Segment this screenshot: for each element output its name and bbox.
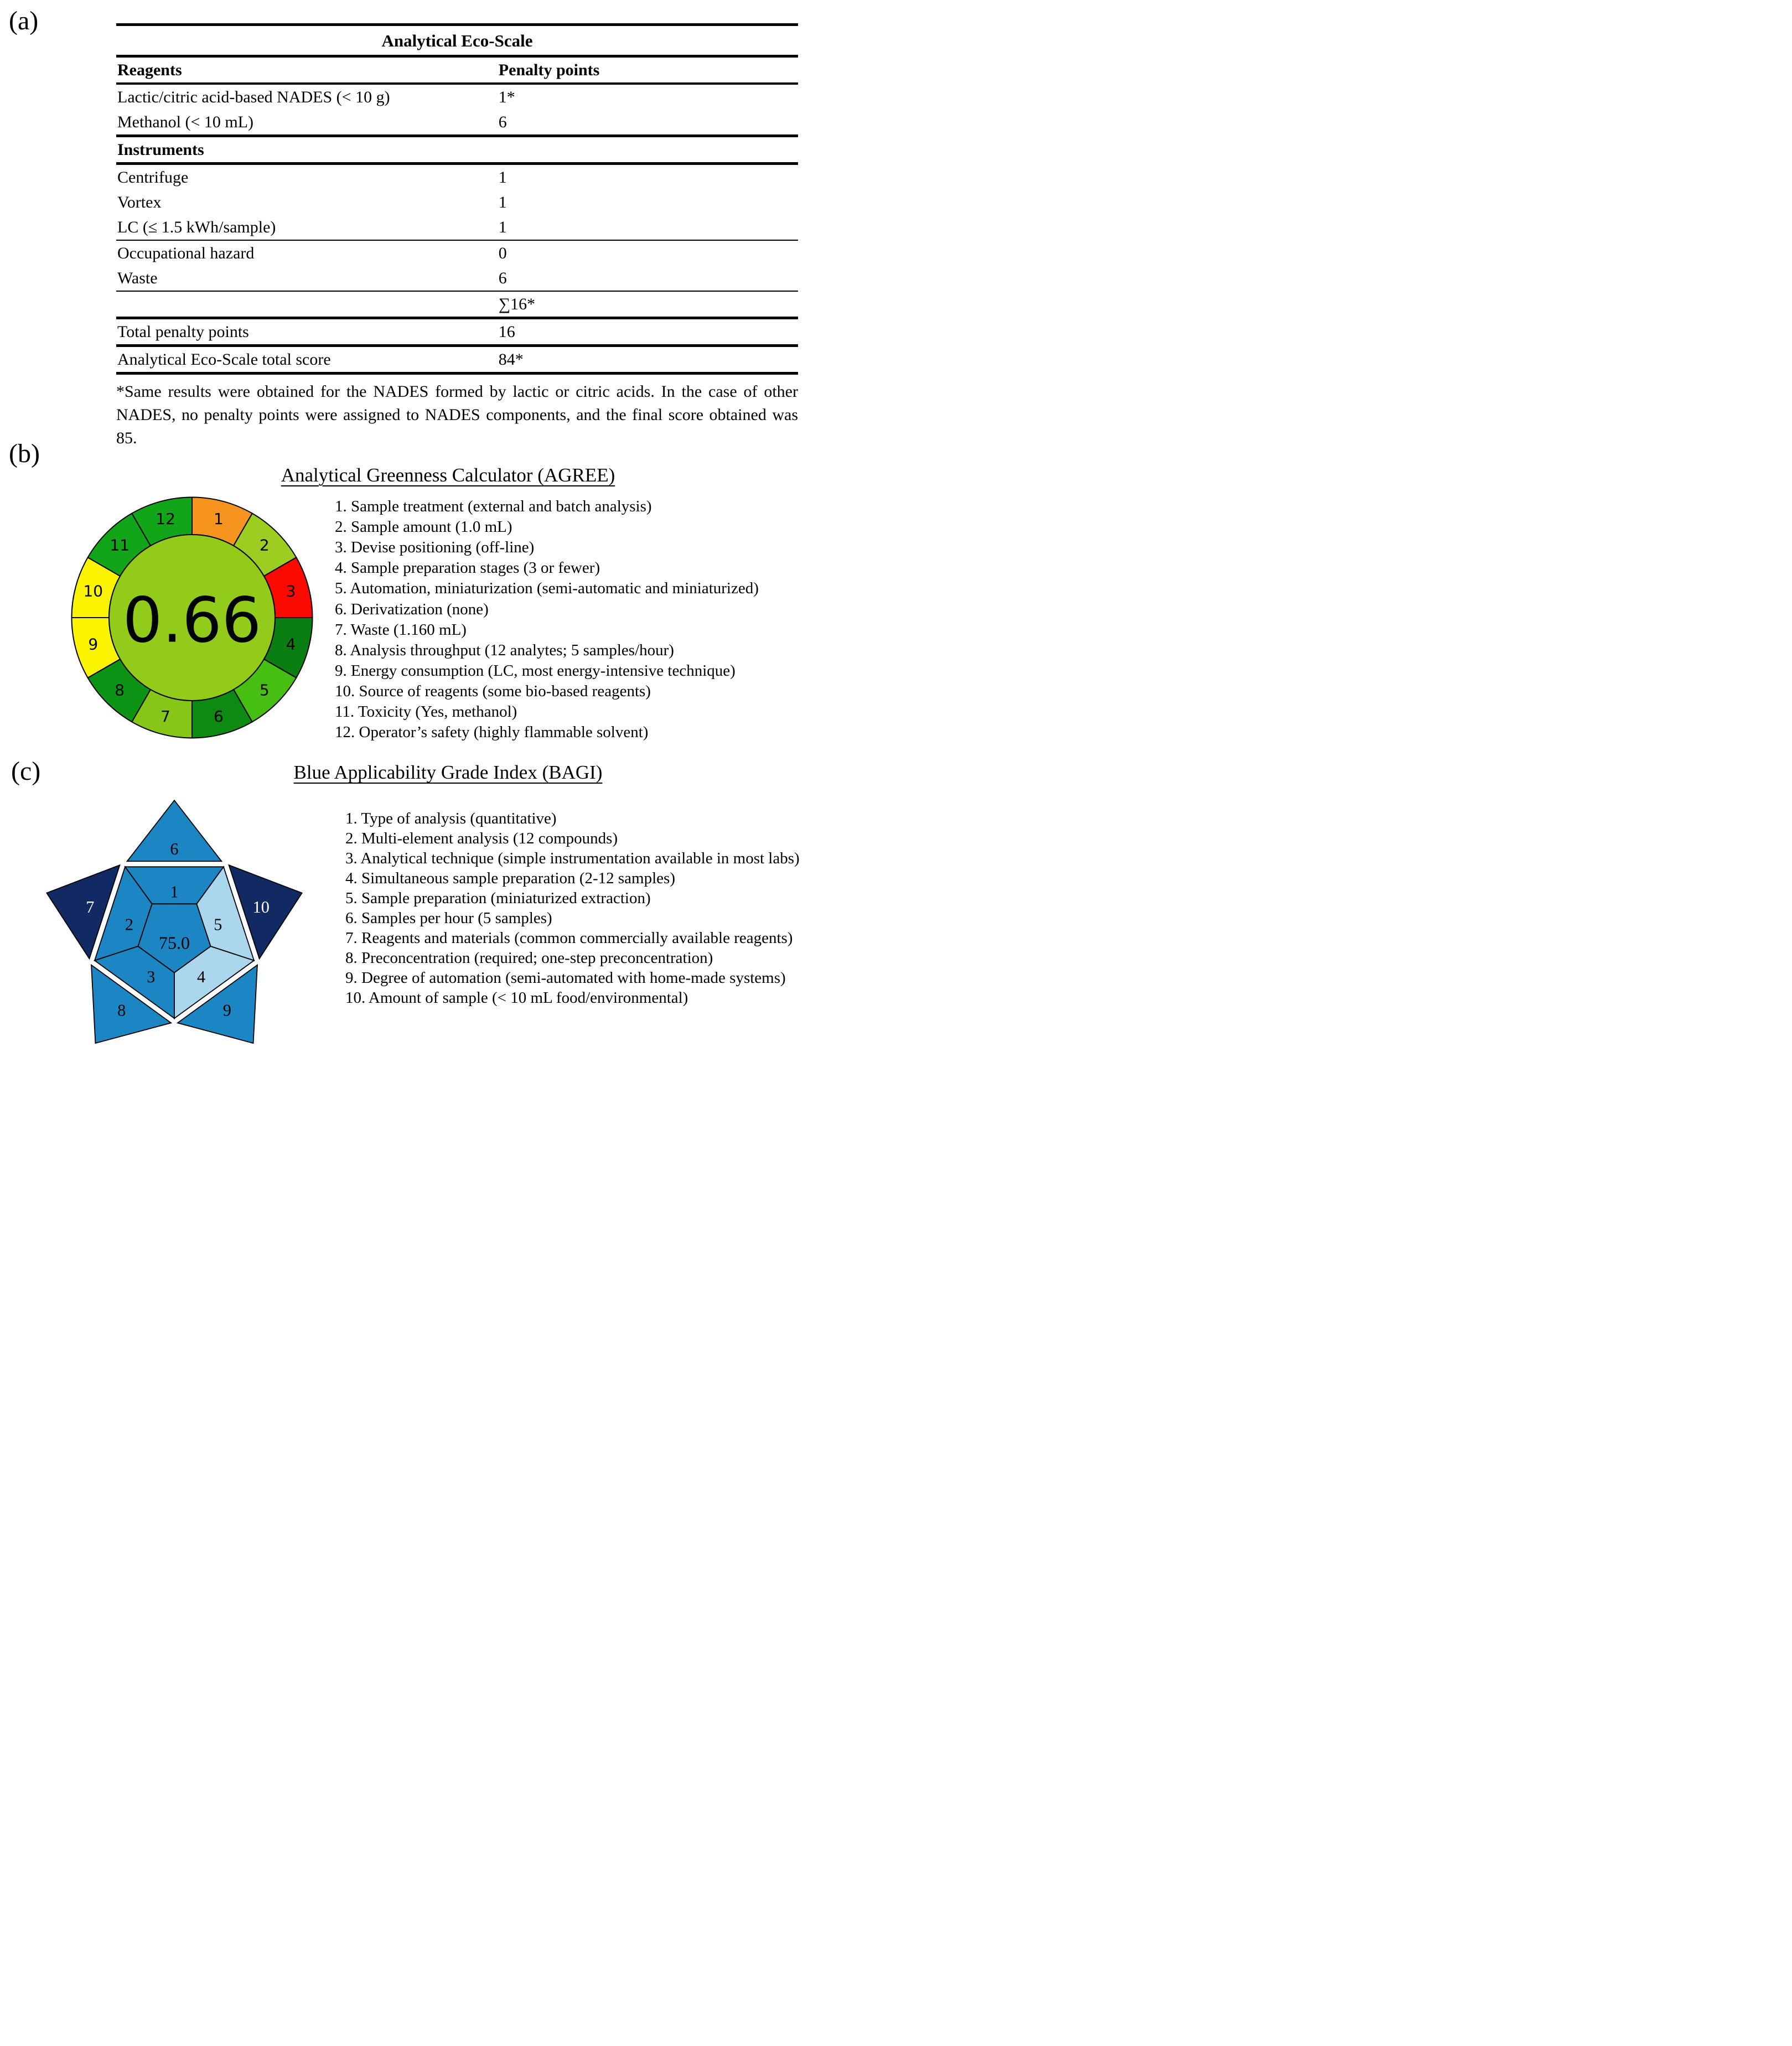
agree-title: Analytical Greenness Calculator (AGREE) [281,464,615,486]
list-item: 1. Sample treatment (external and batch analysis) [335,498,652,515]
svg-text:10: 10 [83,582,103,600]
svg-text:7: 7 [86,898,95,917]
row-label: Total penalty points [117,323,249,341]
table-row [116,85,798,110]
list-item: 10. Source of reagents (some bio-based reagents) [335,682,651,700]
list-item: 10. Amount of sample (< 10 mL food/environmental) [345,988,688,1007]
svg-text:6: 6 [170,840,179,859]
row-value: 6 [498,269,507,287]
list-item: 6. Samples per hour (5 samples) [345,909,552,928]
row-value: 0 [498,244,507,262]
row-label: Waste [117,269,158,287]
bagi-chart [36,792,313,1061]
svg-text:12: 12 [156,509,175,528]
list-item: 8. Preconcentration (required; one-step preconcentration) [345,949,713,967]
list-item: 3. Analytical technique (simple instrumentation available in most labs) [345,850,800,868]
list-item: 2. Sample amount (1.0 mL) [335,518,512,536]
svg-text:3: 3 [286,582,296,600]
svg-text:7: 7 [160,707,171,726]
list-item: 4. Simultaneous sample preparation (2-12 samples) [345,869,675,888]
svg-text:9: 9 [222,1001,231,1020]
svg-text:11: 11 [110,536,130,555]
list-item: 4. Sample preparation stages (3 or fewer) [335,559,600,577]
row-value: 6 [498,113,507,131]
table-row [116,190,798,215]
table-row [116,110,798,137]
svg-text:10: 10 [252,898,270,917]
col-header-reagents: Reagents [117,61,182,79]
row-label: Methanol (< 10 mL) [117,113,254,131]
list-item: 9. Degree of automation (semi-automated with home-made systems) [345,968,786,987]
list-item: 5. Sample preparation (miniaturized extraction) [345,889,651,908]
table-row [116,215,798,241]
row-value: 16 [498,323,515,341]
bagi-section [0,784,896,1061]
row-value: 84* [498,350,524,369]
row-label: Centrifuge [117,168,189,187]
table-score-row [116,347,798,375]
svg-text:5: 5 [259,681,270,700]
svg-text:0.66: 0.66 [122,584,262,657]
figure-page [0,0,896,1061]
row-value: 1 [498,218,507,236]
sum-value: ∑16* [498,295,536,313]
list-item: 6. Derivatization (none) [335,600,489,618]
list-item: 2. Multi-element analysis (12 compounds) [345,830,618,848]
table-header-row [116,58,798,85]
svg-text:3: 3 [147,967,156,987]
svg-text:8: 8 [117,1001,126,1020]
list-item: 12. Operator’s safety (highly flammable solvent) [335,723,649,742]
agree-section [0,493,896,743]
list-item: 11. Toxicity (Yes, methanol) [335,703,517,721]
svg-text:8: 8 [115,681,125,700]
svg-text:4: 4 [197,967,206,987]
table-row [116,266,798,292]
table-footnote: *Same results were obtained for the NADES formed by lactic or citric acids. In the case of other NADES, no penalty points were assigned to NADES components, and the final score obtained was 85. [116,382,798,447]
list-item: 5. Automation, miniaturization (semi-automatic and miniaturized) [335,579,759,598]
table-row [116,241,798,266]
eco-scale-table [116,23,798,375]
svg-text:9: 9 [88,635,99,654]
row-label: Lactic/citric acid-based NADES (< 10 g) [117,88,390,106]
row-value: 1* [498,88,515,106]
svg-text:2: 2 [259,536,270,555]
row-label: Instruments [117,141,204,159]
panel-label-a: (a) [9,6,39,35]
list-item: 3. Devise positioning (off-line) [335,538,535,557]
row-label: Analytical Eco-Scale total score [117,350,331,369]
row-label: LC (≤ 1.5 kWh/sample) [117,218,276,236]
list-item: 7. Waste (1.160 mL) [335,620,467,639]
list-item: 8. Analysis throughput (12 analytes; 5 samples/hour) [335,641,674,659]
table-row [116,165,798,190]
list-item: 9. Energy consumption (LC, most energy-intensive technique) [335,661,736,680]
svg-text:6: 6 [213,707,224,726]
list-item: 7. Reagents and materials (common commercially available reagents) [345,929,793,947]
row-value: 1 [498,193,507,211]
table-section-row-instruments [116,137,798,165]
svg-text:1: 1 [213,509,224,528]
agree-criteria-list [335,496,759,743]
col-header-penalty-points: Penalty points [498,61,600,79]
svg-text:4: 4 [286,635,296,654]
bagi-title: Blue Applicability Grade Index (BAGI) [293,762,603,784]
list-item: 1. Type of analysis (quantitative) [345,810,557,828]
agree-chart [68,493,317,742]
svg-text:75.0: 75.0 [158,933,190,953]
row-label: Occupational hazard [117,244,255,262]
svg-text:1: 1 [170,883,179,902]
svg-text:2: 2 [125,915,133,934]
panel-label-c: (c) [11,757,41,786]
table-sum-row [116,292,798,319]
table-title: Analytical Eco-Scale [116,26,798,58]
row-label: Vortex [117,193,162,211]
table-total-row [116,319,798,347]
bagi-criteria-list [345,809,800,1008]
panel-label-b: (b) [9,439,40,468]
svg-text:5: 5 [214,915,222,934]
row-value: 1 [498,168,507,187]
